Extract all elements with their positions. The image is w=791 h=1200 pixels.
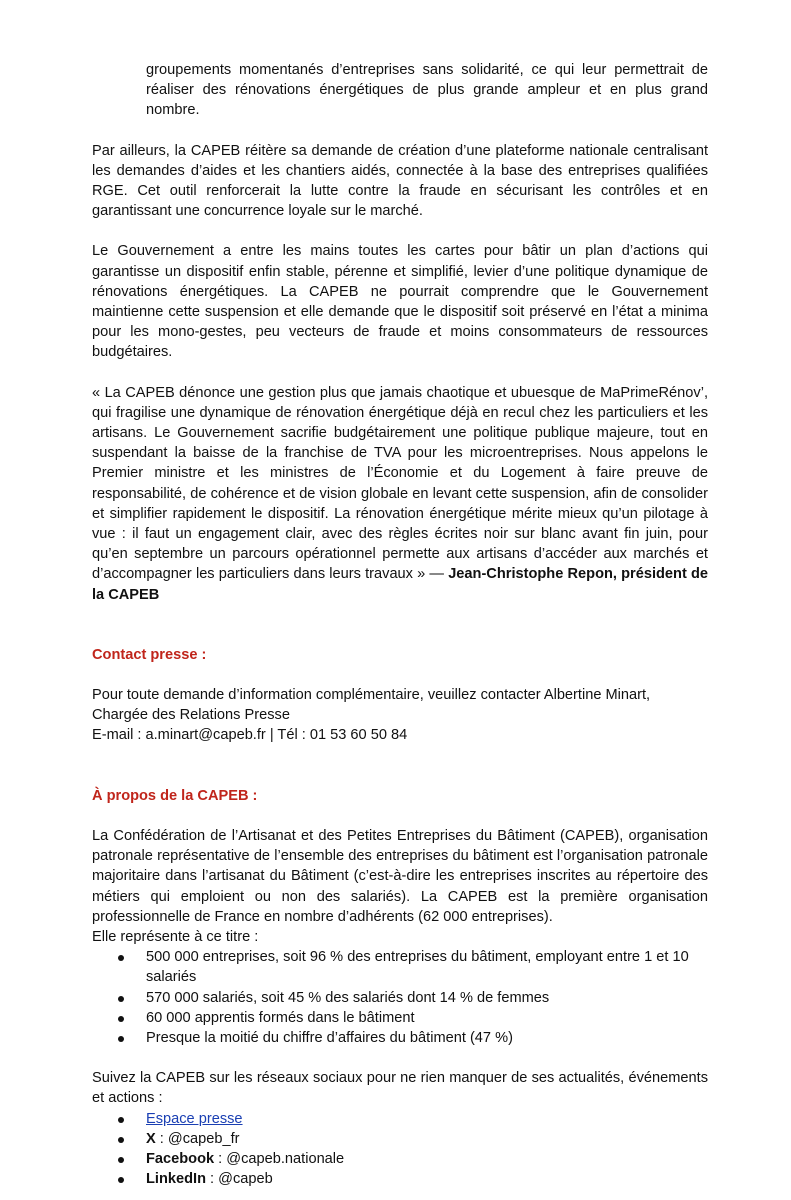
list-item: Presque la moitié du chiffre d’affaires du bâtiment (47 %) bbox=[92, 1028, 708, 1048]
contact-line-1: Pour toute demande d’information complémentaire, veuillez contacter Albertine Minart, bbox=[92, 687, 651, 704]
social-handle: : @capeb.nationale bbox=[214, 1150, 345, 1167]
social-network-label: LinkedIn bbox=[146, 1171, 206, 1188]
bullet-icon bbox=[118, 955, 124, 961]
about-paragraph: La Confédération de l’Artisanat et des Petites Entreprises du Bâtiment (CAPEB), organisation patronale représentative de l’ensemble des entreprises du bâtiment est l’organisation patronale majoritaire dans l’artisanat du Bâtiment (c’est-à-dire les entreprises inscrites au répertoire des métiers qui emploient ou non des salariés). La CAPEB est la première organisation professionnelle de France en nombre d’adhérents (62 000 entreprises). bbox=[92, 827, 708, 925]
bullet-icon bbox=[118, 1177, 124, 1183]
about-heading: À propos de la CAPEB : bbox=[92, 787, 258, 804]
quote-text: « La CAPEB dénonce une gestion plus que jamais chaotique et ubuesque de MaPrimeRénov’, qui fragilise une dynamique de rénovation énergétique déjà en recul chez les particuliers et les artisans. Le Gouvernement sacrifie budgétairement une politique publique majeure, tout en suspendant la baisse de la franchise de TVA pour les microentreprises. Nous appelons le Premier ministre et les ministres de l’Économie et du Logement à faire preuve de responsabilité, de cohérence et de vision globale en levant cette suspension, afin de consolider et simplifier rapidement le dispositif. La rénovation énergétique mérite mieux qu’un pilotage à vue : il faut un engagement clair, avec des règles écrites noir sur blanc avant fin juin, pour qu’en septembre un parcours opérationnel permette aux artisans d’accéder aux marchés et d’accompagner les particuliers dans leurs travaux » — bbox=[92, 384, 708, 583]
contact-line-3: E-mail : a.minart@capeb.fr | Tél : 01 53 60 50 84 bbox=[92, 727, 408, 744]
bullet-icon bbox=[118, 1157, 124, 1163]
social-item-x bbox=[92, 1129, 708, 1149]
contact-heading: Contact presse : bbox=[92, 646, 207, 663]
social-network-label: Facebook bbox=[146, 1150, 215, 1167]
social-handle: : @capeb bbox=[206, 1171, 273, 1188]
social-handle: : @capeb_fr bbox=[155, 1130, 240, 1147]
quote-author: Jean-Christophe Repon, président de la CAPEB bbox=[92, 566, 709, 603]
bullet-icon bbox=[118, 1016, 124, 1022]
social-item-linkedin bbox=[92, 1169, 708, 1189]
social-network-label: X bbox=[146, 1130, 156, 1147]
social-intro: Suivez la CAPEB sur les réseaux sociaux pour ne rien manquer de ses actualités, événements et actions : bbox=[92, 1070, 708, 1107]
bullet-icon bbox=[118, 1036, 124, 1042]
president-quote bbox=[92, 383, 708, 605]
contact-line-2: Chargée des Relations Presse bbox=[92, 707, 290, 724]
represents-intro: Elle représente à ce titre : bbox=[92, 928, 259, 945]
press-space-link[interactable]: Espace presse bbox=[146, 1110, 243, 1127]
bullet-icon bbox=[118, 1117, 124, 1123]
intro-fragment: groupements momentanés d’entreprises sans solidarité, ce qui leur permettrait de réaliser des rénovations énergétiques de plus grande ampleur et en plus grand nombre. bbox=[146, 62, 708, 119]
social-item-facebook bbox=[92, 1149, 708, 1169]
bullet-icon bbox=[118, 1137, 124, 1143]
list-item: 500 000 entreprises, soit 96 % des entreprises du bâtiment, employant entre 1 et 10 salariés bbox=[92, 947, 708, 987]
government-paragraph: Le Gouvernement a entre les mains toutes les cartes pour bâtir un plan d’actions qui garantisse un dispositif enfin stable, pérenne et simplifié, levier d’une politique dynamique de rénovations énergétiques. La CAPEB ne pourrait comprendre que le Gouvernement maintienne cette suspension et elle demande que le dispositif soit préservé en l’état a minima pour les mono-gestes, peu vecteurs de fraude et moins consommateurs de ressources budgétaires. bbox=[92, 243, 708, 361]
list-item: 60 000 apprentis formés dans le bâtiment bbox=[92, 1008, 708, 1028]
bullet-icon bbox=[118, 996, 124, 1002]
social-list bbox=[92, 1109, 708, 1190]
about-bullet-list bbox=[92, 947, 708, 1048]
platform-paragraph: Par ailleurs, la CAPEB réitère sa demande de création d’une plateforme nationale centralisant les demandes d’aides et les chantiers aidés, connectée à la base des entreprises qualifiées RGE. Cet outil renforcerait la lutte contre la fraude en sécurisant les contrôles et en garantissant une concurrence loyale sur le marché. bbox=[92, 142, 708, 220]
list-item: 570 000 salariés, soit 45 % des salariés dont 14 % de femmes bbox=[92, 988, 708, 1008]
press-release-page bbox=[92, 60, 708, 1189]
social-item-press bbox=[92, 1109, 708, 1129]
